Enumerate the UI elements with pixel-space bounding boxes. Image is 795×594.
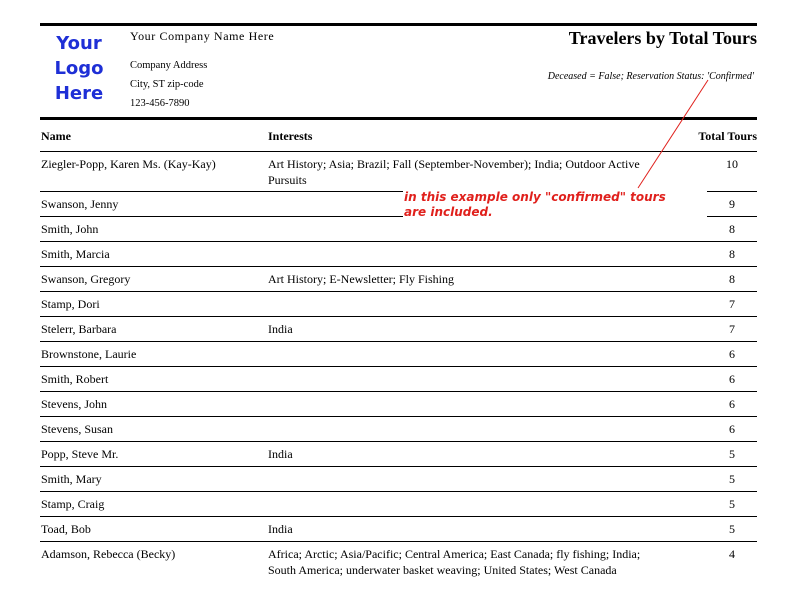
report-filter: Deceased = False; Reservation Status: 'Confirmed'	[547, 71, 754, 82]
column-header-interests: Interests	[268, 129, 313, 143]
traveler-name: Adamson, Rebecca (Becky)	[41, 547, 176, 561]
traveler-total-tours: 9	[729, 197, 735, 211]
traveler-total-tours: 6	[729, 422, 735, 436]
traveler-name: Smith, Robert	[41, 372, 109, 386]
traveler-total-tours: 8	[729, 272, 735, 286]
company-name: Your Company Name Here	[130, 29, 275, 43]
traveler-total-tours: 8	[729, 222, 735, 236]
traveler-total-tours: 8	[729, 247, 735, 261]
traveler-interests: Art History; Asia; Brazil; Fall (September-November); India; Outdoor Active Pursuits	[268, 157, 640, 187]
company-city: City, ST zip-code	[130, 79, 204, 90]
traveler-total-tours: 6	[729, 397, 735, 411]
traveler-name: Swanson, Gregory	[41, 272, 131, 286]
traveler-name: Stamp, Craig	[41, 497, 105, 511]
callout-line	[638, 80, 708, 188]
traveler-total-tours: 7	[729, 297, 735, 311]
traveler-name: Smith, Mary	[41, 472, 102, 486]
traveler-name: Swanson, Jenny	[41, 197, 119, 211]
traveler-interests: Africa; Arctic; Asia/Pacific; Central America; East Canada; fly fishing; India; South America; underwater basket weaving; United States; West Canada	[268, 547, 641, 577]
column-header-total-tours: Total Tours	[698, 129, 757, 143]
traveler-total-tours: 5	[729, 522, 735, 536]
traveler-interests: India	[268, 447, 293, 461]
report-title: Travelers by Total Tours	[568, 28, 757, 48]
traveler-interests: India	[268, 322, 293, 336]
traveler-name: Stevens, Susan	[41, 422, 113, 436]
traveler-interests: India	[268, 522, 293, 536]
traveler-total-tours: 6	[729, 347, 735, 361]
traveler-total-tours: 5	[729, 447, 735, 461]
column-header-name: Name	[41, 129, 71, 143]
traveler-name: Smith, Marcia	[41, 247, 110, 261]
traveler-total-tours: 5	[729, 472, 735, 486]
traveler-name: Brownstone, Laurie	[41, 347, 137, 361]
traveler-name: Toad, Bob	[41, 522, 91, 536]
company-phone: 123-456-7890	[130, 98, 190, 109]
traveler-name: Ziegler-Popp, Karen Ms. (Kay-Kay)	[41, 157, 216, 171]
traveler-total-tours: 7	[729, 322, 735, 336]
traveler-name: Popp, Steve Mr.	[41, 447, 119, 461]
traveler-name: Stamp, Dori	[41, 297, 100, 311]
annotation-note: in this example only "confirmed" tours are included.	[404, 190, 666, 219]
traveler-name: Stevens, John	[41, 397, 107, 411]
traveler-total-tours: 6	[729, 372, 735, 386]
traveler-name: Smith, John	[41, 222, 99, 236]
company-address: Company Address	[130, 60, 208, 71]
logo-line: Logo	[54, 58, 104, 79]
traveler-total-tours: 10	[726, 157, 738, 171]
traveler-interests: Art History; E-Newsletter; Fly Fishing	[268, 272, 454, 286]
logo-line: Here	[54, 83, 104, 104]
logo-line: Your	[56, 33, 102, 54]
traveler-total-tours: 4	[729, 547, 735, 561]
traveler-total-tours: 5	[729, 497, 735, 511]
traveler-name: Stelerr, Barbara	[41, 322, 117, 336]
